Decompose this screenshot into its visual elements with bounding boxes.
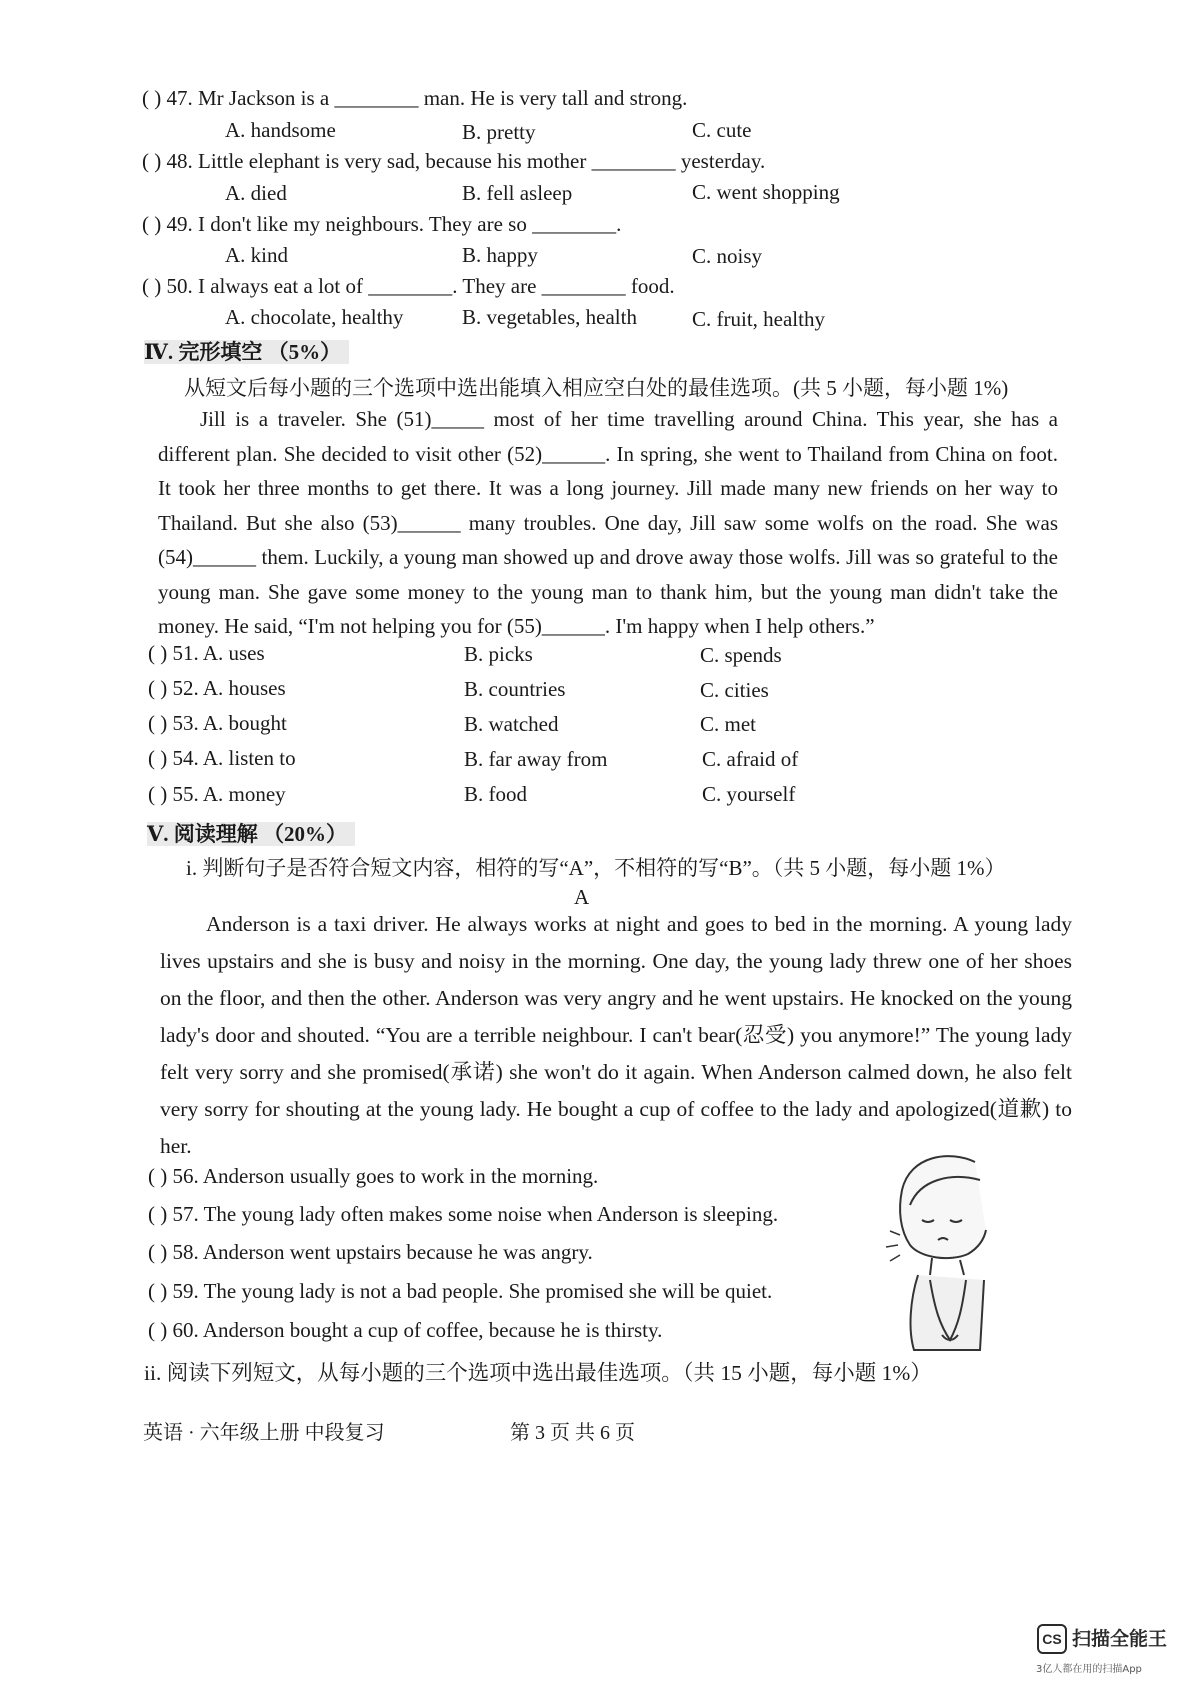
question-54-option-c: C. afraid of (702, 747, 799, 771)
question-47-option-a: A. handsome (225, 118, 336, 142)
footer-page-number: 第 3 页 共 6 页 (510, 1422, 635, 1444)
question-49-stem: ( ) 49. I don't like my neighbours. They are so ________. (142, 212, 622, 236)
question-49-option-a: A. kind (225, 243, 288, 267)
section-5-title: Ⅴ. 阅读理解 （20%） (147, 818, 355, 848)
question-47-stem: ( ) 47. Mr Jackson is a ________ man. He is very tall and strong. (142, 86, 688, 110)
question-55-option-b: B. food (464, 782, 527, 806)
question-48-option-a: A. died (225, 181, 287, 205)
question-50-stem: ( ) 50. I always eat a lot of ________. They are ________ food. (142, 274, 675, 298)
section-4-instruction: 从短文后每小题的三个选项中选出能填入相应空白处的最佳选项。(共 5 小题，每小题 1%) (184, 376, 1009, 400)
question-51-stem: ( ) 51. A. uses (148, 641, 265, 665)
question-52-option-c: C. cities (700, 678, 769, 702)
question-53-option-b: B. watched (464, 712, 559, 736)
question-47-option-c: C. cute (692, 118, 752, 142)
section-4-title: Ⅳ. 完形填空 （5%） (144, 336, 349, 366)
reading-passage-a: Anderson is a taxi driver. He always works at night and goes to bed in the morning. A young lady lives upstairs and she is busy and noisy in the morning. One day, the young lady threw one of her shoes on the floor, and then the other. Anderson was very angry and he went upstairs. He knocked on the young lady's door and shouted. “You are a terrible neighbour. I can't bear(忍受) you anymore!” The young lady felt very sorry and she promised(承诺) she won't do it again. When Anderson calmed down, he also felt very sorry for shouting at the young lady. He bought a cup of coffee to the lady and apologized(道歉) to her. (160, 912, 1072, 1158)
question-50-option-b: B. vegetables, health (462, 305, 637, 329)
question-50-option-c: C. fruit, healthy (692, 307, 825, 331)
question-52-stem: ( ) 52. A. houses (148, 676, 286, 700)
section-5-sub-ii: ii. 阅读下列短文，从每小题的三个选项中选出最佳选项。（共 15 小题，每小题 1%） (144, 1361, 932, 1385)
question-49-option-c: C. noisy (692, 244, 763, 268)
cloze-passage: Jill is a traveler. She (51)_____ most of her time travelling around China. This year, she has a different plan. She decided to visit other (52)______. In spring, she went to Thailand from China on foot. It took her three months to get there. It was a long journey. Jill made many new friends on her way to Thailand. But she also (53)______ many troubles. One day, Jill saw some wolfs on the road. She was (54)______ them. Luckily, a young man showed up and drove away those wolfs. Jill was so grateful to the young man. She gave some money to the young man to thank him, but the young man didn't take the money. He said, “I'm not helping you for (55)______. I'm happy when I help others.” (158, 407, 1058, 638)
section-5-sub-i: i. 判断句子是否符合短文内容，相符的写“A”，不相符的写“B”。（共 5 小题，每小题 1%） (186, 856, 1006, 880)
question-54-stem: ( ) 54. A. listen to (148, 746, 296, 770)
question-47-option-b: B. pretty (462, 120, 536, 144)
question-57: ( ) 57. The young lady often makes some noise when Anderson is sleeping. (148, 1202, 779, 1226)
question-53-option-c: C. met (700, 712, 756, 736)
question-48-option-b: B. fell asleep (462, 181, 573, 205)
question-59: ( ) 59. The young lady is not a bad people. She promised she will be quiet. (148, 1279, 773, 1303)
question-60: ( ) 60. Anderson bought a cup of coffee, because he is thirsty. (148, 1318, 663, 1342)
passage-label: A (574, 885, 590, 909)
question-51-option-b: B. picks (464, 642, 533, 666)
question-55-stem: ( ) 55. A. money (148, 782, 286, 806)
question-56: ( ) 56. Anderson usually goes to work in the morning. (148, 1164, 599, 1188)
question-48-stem: ( ) 48. Little elephant is very sad, because his mother ________ yesterday. (142, 149, 766, 173)
scanner-logo-icon: CS (1037, 1624, 1067, 1654)
question-53-stem: ( ) 53. A. bought (148, 711, 287, 735)
sorry-lady-illustration (880, 1150, 990, 1365)
question-50-option-a: A. chocolate, healthy (225, 305, 404, 329)
question-54-option-b: B. far away from (464, 747, 608, 771)
question-55-option-c: C. yourself (702, 782, 796, 806)
question-49-option-b: B. happy (462, 243, 538, 267)
question-48-option-c: C. went shopping (692, 180, 840, 204)
scanner-app-name: 扫描全能王 (1072, 1628, 1168, 1650)
question-52-option-b: B. countries (464, 677, 566, 701)
question-58: ( ) 58. Anderson went upstairs because he was angry. (148, 1240, 593, 1264)
scanner-tagline: 3亿人都在用的扫描App (1036, 1664, 1142, 1675)
question-51-option-c: C. spends (700, 643, 782, 667)
footer-subject: 英语 · 六年级上册 中段复习 (143, 1422, 385, 1444)
